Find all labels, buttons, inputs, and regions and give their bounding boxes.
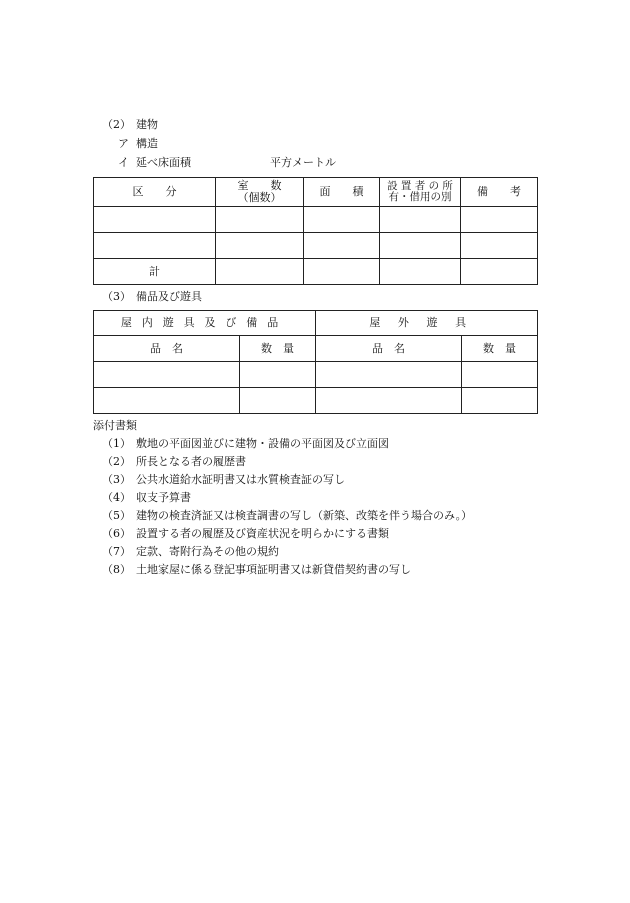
- cell[interactable]: [461, 233, 538, 259]
- section2-heading: （2） 建物: [102, 118, 158, 131]
- attachment-item: （4） 収支予算書: [102, 491, 191, 504]
- attachment-item: （3） 公共水道給水証明書又は水質検査証の写し: [102, 473, 345, 486]
- cell[interactable]: [94, 362, 240, 388]
- cell[interactable]: [380, 233, 461, 259]
- attachment-item: （6） 設置する者の履歴及び資産状況を明らかにする書類: [102, 527, 389, 540]
- cell[interactable]: [216, 233, 304, 259]
- cell[interactable]: [316, 388, 462, 414]
- header-indoor-quantity: 数 量: [240, 336, 316, 362]
- attachment-item: （1） 敷地の平面図並びに建物・設備の平面図及び立面図: [102, 437, 389, 450]
- floor-area-label: イ 延べ床面積: [118, 156, 191, 169]
- cell[interactable]: [304, 233, 380, 259]
- total-row: [94, 259, 538, 285]
- header-remarks: 備 考: [461, 178, 538, 207]
- outdoor-header: 屋外遊具: [316, 311, 538, 336]
- cell[interactable]: [94, 388, 240, 414]
- equipment-table-header: [94, 336, 538, 362]
- section3-heading: （3） 備品及び遊具: [102, 290, 202, 303]
- attachment-item: （7） 定款、寄附行為その他の規約: [102, 545, 279, 558]
- attachment-item: （2） 所長となる者の履歴書: [102, 455, 246, 468]
- table-row: [94, 388, 538, 414]
- cell[interactable]: [380, 207, 461, 233]
- total-label: 計: [94, 259, 216, 285]
- attachment-item: （8） 土地家屋に係る登記事項証明書又は新貸借契約書の写し: [102, 563, 411, 576]
- header-outdoor-quantity: 数 量: [462, 336, 538, 362]
- cell[interactable]: [94, 207, 216, 233]
- cell[interactable]: [462, 362, 538, 388]
- cell[interactable]: [240, 388, 316, 414]
- floor-area-unit: 平方メートル: [270, 156, 336, 169]
- table-row: [94, 233, 538, 259]
- attachments-title: 添付書類: [93, 419, 137, 432]
- cell[interactable]: [461, 259, 538, 285]
- header-owner: 設 置 者 の 所 有・借用の別: [380, 178, 461, 207]
- header-area: 面 積: [304, 178, 380, 207]
- cell[interactable]: [462, 388, 538, 414]
- cell[interactable]: [316, 362, 462, 388]
- cell[interactable]: [216, 259, 304, 285]
- header-category: 区 分: [94, 178, 216, 207]
- cell[interactable]: [216, 207, 304, 233]
- header-indoor-item-name: 品 名: [94, 336, 240, 362]
- table-row: [94, 207, 538, 233]
- equipment-table: [93, 310, 538, 414]
- indoor-header: 屋内遊具及び備品: [94, 311, 316, 336]
- equipment-table-group-header: [94, 311, 538, 336]
- cell[interactable]: [240, 362, 316, 388]
- structure-label: ア 構造: [118, 137, 158, 150]
- building-table-header: [94, 178, 538, 207]
- attachment-item: （5） 建物の検査済証又は検査調書の写し（新築、改築を伴う場合のみ。）: [102, 509, 473, 522]
- cell[interactable]: [304, 207, 380, 233]
- header-rooms: 室 数 （個数）: [216, 178, 304, 207]
- cell[interactable]: [461, 207, 538, 233]
- cell[interactable]: [304, 259, 380, 285]
- table-row: [94, 362, 538, 388]
- cell[interactable]: [94, 233, 216, 259]
- building-table: [93, 177, 538, 285]
- header-outdoor-item-name: 品 名: [316, 336, 462, 362]
- cell[interactable]: [380, 259, 461, 285]
